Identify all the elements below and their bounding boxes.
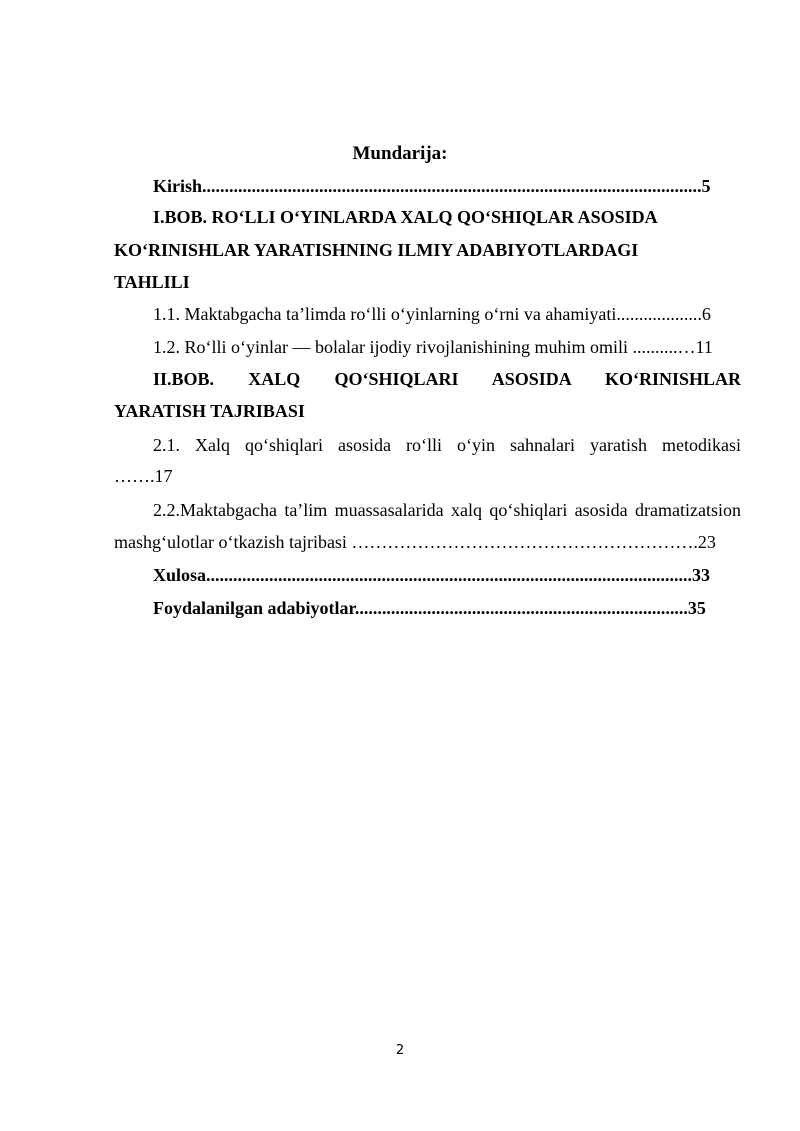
toc-section-1-1[interactable]: 1.1. Maktabgacha ta’limda ro‘lli o‘yinlarning o‘rni va ahamiyati...................6 (153, 304, 711, 324)
toc-entry-kirish[interactable]: Kirish...............................................................................................................5 (153, 176, 711, 196)
toc-section-2-2-line2[interactable]: mashg‘ulotlar o‘tkazish tajribasi ………………………………………………….23 (114, 532, 716, 552)
toc-chapter2-line1[interactable]: II.BOB. XALQ QO‘SHIQLARI ASOSIDA KO‘RINISHLAR (153, 369, 741, 389)
page-number: 2 (395, 1043, 405, 1058)
toc-section-2-1-line1[interactable]: 2.1. Xalq qo‘shiqlari asosida ro‘lli o‘yin sahnalari yaratish metodikasi (153, 435, 741, 455)
toc-entry-adabiyotlar[interactable]: Foydalanilgan adabiyotlar..........................................................................35 (153, 598, 706, 618)
toc-chapter1-line1[interactable]: I.BOB. RO‘LLI O‘YINLARDA XALQ QO‘SHIQLAR ASOSIDA (153, 207, 658, 227)
toc-section-2-2-line1[interactable]: 2.2.Maktabgacha ta’lim muassasalarida xalq qo‘shiqlari asosida dramatizatsion (153, 500, 741, 520)
page-title: Mundarija: (352, 143, 448, 164)
toc-entry-xulosa[interactable]: Xulosa............................................................................................................33 (153, 565, 711, 585)
toc-section-2-1-line2[interactable]: …….17 (114, 466, 173, 486)
toc-chapter1-line3[interactable]: TAHLILI (114, 272, 190, 292)
toc-section-1-2[interactable]: 1.2. Ro‘lli o‘yinlar — bolalar ijodiy rivojlanishining muhim omili ..........…11 (153, 337, 713, 357)
toc-chapter2-line2[interactable]: YARATISH TAJRIBASI (114, 401, 305, 421)
toc-chapter1-line2[interactable]: KO‘RINISHLAR YARATISHNING ILMIY ADABIYOTLARDAGI (114, 240, 639, 260)
